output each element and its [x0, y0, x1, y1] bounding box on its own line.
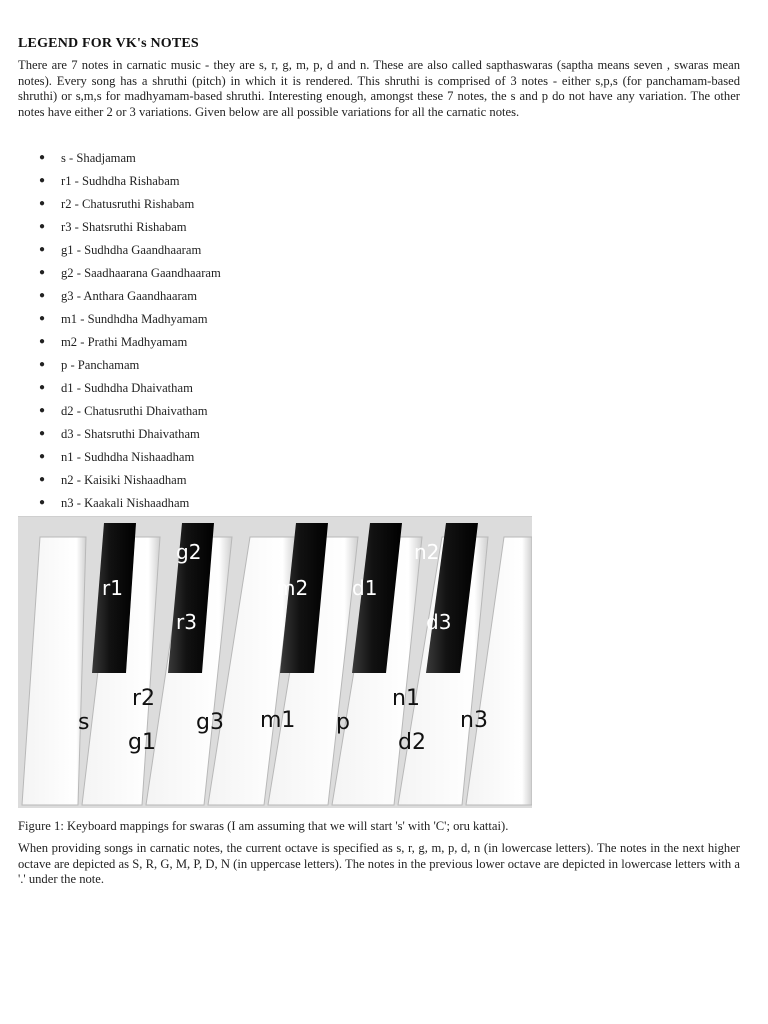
intro-paragraph: There are 7 notes in carnatic music - they are s, r, g, m, p, d and n. These are also called sapthaswaras (saptha means seven , swaras mean notes). Every song has a shruthi (pitch) in which it is rendered. This shruthi is comprised of 3 notes - either s,p,s (for panchamam-based shruthi) or s,m,s for madhyamam-based shruthi. Interesting enough, amongst these 7 notes, the s and p do not have any variation. The other notes have either 2 or 3 variations. Given below are all possible variations for all the carnatic notes. — [18, 58, 740, 119]
bullet-icon: ● — [39, 451, 46, 462]
key-label: m2 — [276, 576, 309, 600]
key-label: g1 — [128, 730, 156, 755]
notes-list — [18, 148, 221, 516]
key-label: p — [336, 710, 350, 735]
bullet-icon: ● — [39, 497, 46, 508]
key-label: g3 — [196, 710, 224, 735]
bullet-icon: ● — [39, 198, 46, 209]
key-label: g2 — [176, 540, 202, 564]
closing-paragraph: When providing songs in carnatic notes, the current octave is specified as s, r, g, m, p, d, n (in lowercase letters). The notes in the next higher octave are depicted as S, R, G, M, P, D, N (in uppercase letters). The notes in the previous lower octave are depicted in lowercase letters with a '.' under the note. — [18, 841, 740, 887]
list-item: ● d2 - Chatusruthi Dhaivatham — [18, 401, 221, 424]
bullet-icon: ● — [39, 336, 46, 347]
key-label: d3 — [426, 610, 452, 634]
bullet-icon: ● — [39, 290, 46, 301]
list-item: ● g3 - Anthara Gaandhaaram — [18, 286, 221, 309]
list-item: ● d3 - Shatsruthi Dhaivatham — [18, 424, 221, 447]
key-label: d1 — [352, 576, 378, 600]
list-item: ● m2 - Prathi Madhyamam — [18, 332, 221, 355]
bullet-icon: ● — [39, 175, 46, 186]
list-item: ● g1 - Sudhdha Gaandhaaram — [18, 240, 221, 263]
bullet-icon: ● — [39, 405, 46, 416]
key-label: r1 — [102, 576, 123, 600]
bullet-icon: ● — [39, 152, 46, 163]
bullet-icon: ● — [39, 359, 46, 370]
list-item: ● m1 - Sundhdha Madhyamam — [18, 309, 221, 332]
key-label: n1 — [392, 686, 420, 711]
list-item: ● n2 - Kaisiki Nishaadham — [18, 470, 221, 493]
keyboard-figure — [18, 516, 532, 808]
bullet-icon: ● — [39, 244, 46, 255]
key-label: n2 — [414, 540, 440, 564]
list-item: ● r1 - Sudhdha Rishabam — [18, 171, 221, 194]
list-item: ● r2 - Chatusruthi Rishabam — [18, 194, 221, 217]
list-item: ● p - Panchamam — [18, 355, 221, 378]
key-label: r2 — [132, 686, 156, 711]
list-item: ● n3 - Kaakali Nishaadham — [18, 493, 221, 516]
keyboard-illustration — [18, 517, 532, 808]
list-item: ● g2 - Saadhaarana Gaandhaaram — [18, 263, 221, 286]
bullet-icon: ● — [39, 267, 46, 278]
list-item: ● r3 - Shatsruthi Rishabam — [18, 217, 221, 240]
key-label: s — [78, 710, 90, 735]
list-item: ● d1 - Sudhdha Dhaivatham — [18, 378, 221, 401]
page-title: LEGEND FOR VK's NOTES — [18, 36, 199, 51]
list-item: ● s - Shadjamam — [18, 148, 221, 171]
bullet-icon: ● — [39, 221, 46, 232]
key-label: m1 — [260, 708, 296, 733]
key-label: n3 — [460, 708, 488, 733]
bullet-icon: ● — [39, 474, 46, 485]
bullet-icon: ● — [39, 313, 46, 324]
key-label: r3 — [176, 610, 197, 634]
figure-caption: Figure 1: Keyboard mappings for swaras (I am assuming that we will start 's' with 'C'; oru kattai). — [18, 819, 509, 833]
bullet-icon: ● — [39, 428, 46, 439]
bullet-icon: ● — [39, 382, 46, 393]
list-item: ● n1 - Sudhdha Nishaadham — [18, 447, 221, 470]
key-label: d2 — [398, 730, 426, 755]
